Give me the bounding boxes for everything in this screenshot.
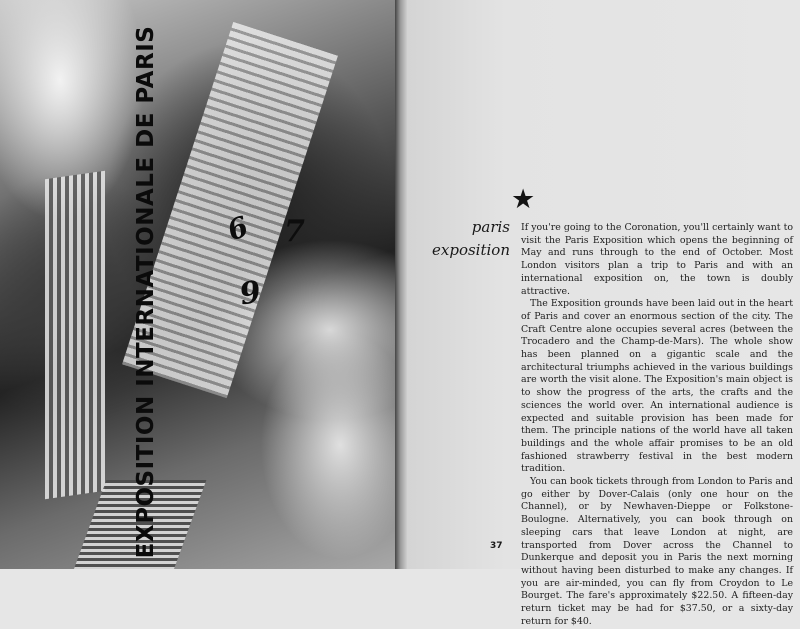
cloud-shape	[260, 330, 400, 560]
side-heading-paris: paris	[471, 218, 510, 236]
colonnade-shape	[45, 171, 105, 499]
decorative-digit-seven: 7	[284, 214, 305, 249]
side-heading-exposition: exposition	[432, 241, 510, 259]
paragraph-intro: If you're going to the Coronation, you'll certainly want to visit the Paris Exposition which opens the beginning of May and runs through to the end of October. Most London visitors plan a trip to Paris and with an international exposition on, the town is doubly attractive.	[521, 222, 793, 297]
article-body	[521, 222, 793, 629]
exposition-photograph	[0, 0, 400, 569]
page-gutter	[395, 0, 407, 569]
vertical-title: EXPOSITION INTERNATIONALE DE PARIS	[133, 25, 159, 559]
page-number: 37	[490, 541, 503, 551]
star-icon: ★	[511, 184, 536, 215]
paragraph-grounds: The Exposition grounds have been laid out in the heart of Paris and cover an enormous section of the city. The Craft Centre alone occupies several acres (between the Trocadero and the Champ-de-Mars). The whole show has been planned on a gigantic scale and the architectural triumphs achieved in the various buildings are worth the visit alone. The Exposition's main object is to show the progress of the arts, the crafts and the sciences the world over. An international audience is expected and suitable provision has been made for them. The principle nations of the world have all taken buildings and the whole affair promises to be an old fashioned strawberry festival in the best modern tradition.	[521, 298, 793, 475]
paragraph-travel: You can book tickets through from London to Paris and go either by Dover-Calais (only one hour on the Channel), or by Newhaven-Dieppe or Folkstone-Boulogne. Alternatively, you can book through on sleeping cars that leave London at night, are transported from Dover across the Channel to Dunkerque and deposit you in Paris the next morning without having been disturbed to make any changes. If you are air-minded, you can fly from Croydon to Le Bourget. The fare's approximately $22.50. A fifteen-day return ticket may be had for $37.50, or a sixty-day return for $40.	[521, 476, 793, 627]
decorative-digit-six: 6	[222, 209, 253, 248]
decorative-digit-nine: 9	[237, 274, 264, 313]
